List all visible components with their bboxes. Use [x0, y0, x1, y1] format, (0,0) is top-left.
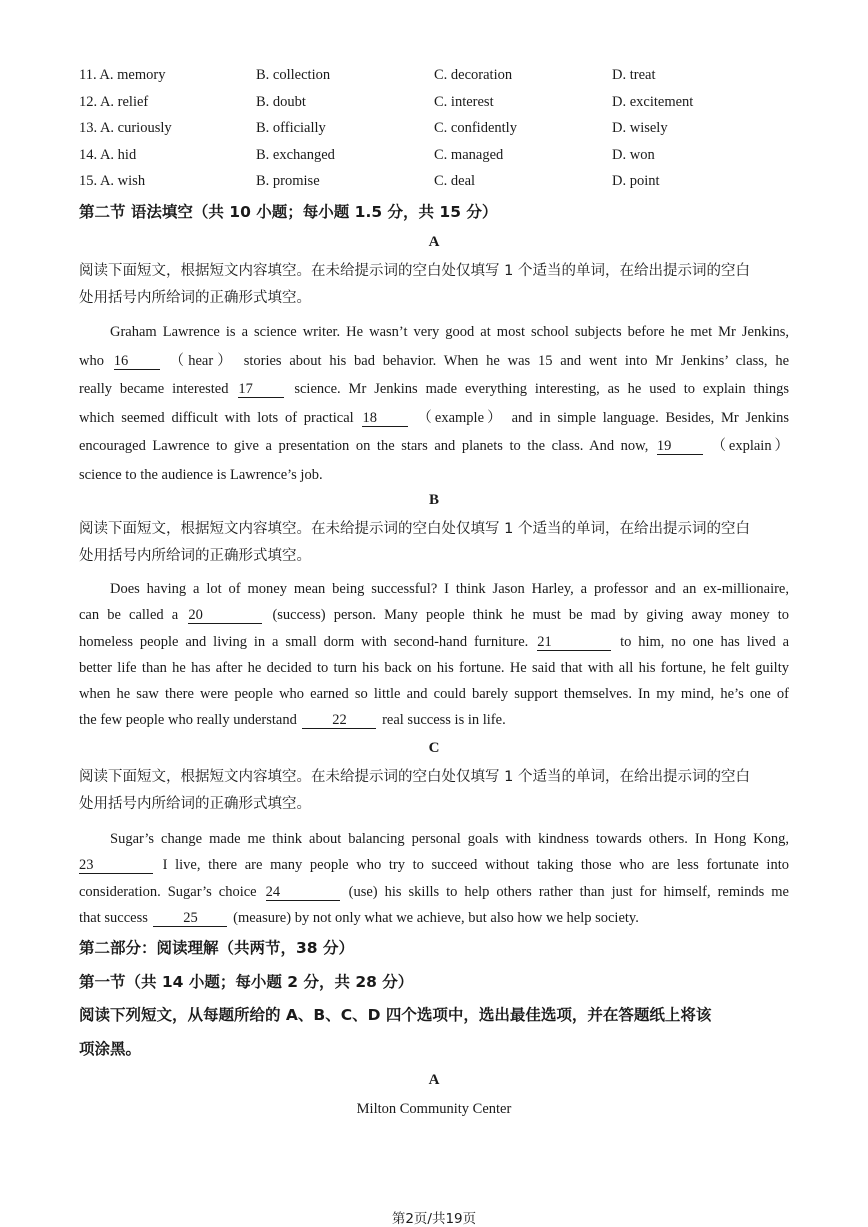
- option-b: B. exchanged: [256, 147, 335, 163]
- reading-passage-title: Milton Community Center: [356, 1101, 512, 1117]
- option-d: D. wisely: [612, 120, 668, 136]
- option-b: B. officially: [256, 120, 326, 136]
- instruction-line: 阅读下列短文，从每题所给的 A、B、C、D 四个选项中，选出最佳选项，并在答题纸上将该: [79, 1006, 712, 1024]
- text-run: the few people who really understand: [79, 712, 297, 729]
- passage-line: [79, 852, 789, 878]
- reading-instruction: [79, 998, 791, 1066]
- passage-line: [79, 602, 789, 628]
- passage-line: Graham Lawrence is a science writer. He wasn’t very good at most school subjects before he met Mr Jenkins,: [110, 324, 789, 340]
- text-run: （hear） stories about his bad behavior. When he was 15 and went into Mr Jenkins’ class, he: [169, 352, 790, 369]
- passage-line: [79, 375, 789, 404]
- text-run: （example） and in simple language. Besides, Mr Jenkins: [417, 409, 790, 426]
- passage-line: better life than he has after he decided to turn his back on his fortune. He said that with all his fortune, he felt guilty: [79, 659, 789, 676]
- text-run: (success) person. Many people think he must be mad by giving away money to: [272, 607, 790, 624]
- text-run: to him, no one has lived a: [620, 633, 790, 650]
- section-heading-reading: 第一节（共 14 小题；每小题 2 分，共 28 分）: [79, 973, 414, 991]
- reading-passage-label: A: [428, 1072, 440, 1088]
- option-b: B. doubt: [256, 94, 306, 110]
- option-b: B. promise: [256, 173, 320, 189]
- passage-line: when he saw there were people who earned so little and could barely support themselves. In my mind, he’s one of: [79, 686, 789, 703]
- text-run: can be called a: [79, 607, 179, 624]
- option-d: D. excitement: [612, 94, 694, 110]
- blank-22: 22: [302, 712, 376, 729]
- option-c: C. interest: [434, 94, 494, 110]
- text-run: (use) his skills to help others rather than just for himself, reminds me: [348, 883, 789, 900]
- passage-line: [79, 905, 789, 931]
- option-d: D. point: [612, 173, 660, 189]
- instruction-line: 阅读下面短文，根据短文内容填空。在未给提示词的空白处仅填写 1 个适当的单词，在给出提示词的空白: [79, 263, 750, 279]
- option-d: D. treat: [612, 67, 656, 83]
- instruction-c: [79, 764, 791, 818]
- blank-20: 20: [188, 607, 262, 624]
- passage-label-c: C: [428, 740, 440, 756]
- passage-line: [79, 629, 789, 655]
- blank-17: 17: [238, 381, 284, 398]
- blank-24: 24: [266, 884, 340, 901]
- text-run: consideration. Sugar’s choice: [79, 883, 257, 900]
- option-a: 15. A. wish: [79, 173, 146, 189]
- text-run: who: [79, 352, 104, 369]
- text-run: （explain）: [711, 438, 789, 454]
- option-a: 13. A. curiously: [79, 120, 172, 136]
- instruction-b: [79, 516, 791, 570]
- instruction-line: 阅读下面短文，根据短文内容填空。在未给提示词的空白处仅填写 1 个适当的单词，在给出提示词的空白: [79, 769, 750, 785]
- text-run: (measure) by not only what we achieve, but also how we help society.: [233, 909, 639, 926]
- text-run: really became interested: [79, 381, 229, 397]
- option-d: D. won: [612, 147, 655, 163]
- passage-line: [79, 432, 789, 461]
- text-run: encouraged Lawrence to give a presentation on the stars and planets to the class. And now,: [79, 438, 649, 454]
- text-run: which seemed difficult with lots of practical: [79, 409, 354, 426]
- blank-21: 21: [537, 634, 611, 651]
- option-c: C. managed: [434, 147, 504, 163]
- option-a: 14. A. hid: [79, 147, 137, 163]
- instruction-line: 阅读下面短文，根据短文内容填空。在未给提示词的空白处仅填写 1 个适当的单词，在给出提示词的空白: [79, 521, 750, 537]
- instruction-line: 处用括号内所给词的正确形式填空。: [79, 290, 311, 306]
- option-b: B. collection: [256, 67, 331, 83]
- passage-label-a: A: [428, 234, 440, 250]
- section-heading-grammar: 第二节 语法填空（共 10 小题；每小题 1.5 分，共 15 分）: [79, 203, 498, 221]
- text-run: I live, there are many people who try to succeed without taking those who are less fortunate into: [162, 857, 789, 874]
- instruction-line: 处用括号内所给词的正确形式填空。: [79, 796, 311, 812]
- text-run: science. Mr Jenkins made everything interesting, as he used to explain things: [294, 381, 789, 397]
- text-run: that success: [79, 909, 148, 926]
- passage-b: [79, 576, 789, 734]
- passage-line: Sugar’s change made me think about balancing personal goals with kindness towards others. In Hong Kong,: [110, 831, 789, 847]
- passage-line: science to the audience is Lawrence’s job.: [79, 466, 323, 483]
- passage-line: [79, 879, 789, 905]
- blank-16: 16: [114, 353, 160, 370]
- blank-25: 25: [153, 910, 227, 927]
- text-run: real success is in life.: [382, 712, 506, 729]
- option-a: 11. A. memory: [79, 67, 166, 83]
- passage-c: [79, 826, 789, 931]
- option-a: 12. A. relief: [79, 94, 149, 110]
- page-number: 第2页/共19页: [391, 1211, 477, 1227]
- passage-line: Does having a lot of money mean being successful? I think Jason Harley, a professor and an ex-millionaire,: [110, 581, 789, 597]
- passage-line: [79, 707, 789, 733]
- blank-19: 19: [657, 438, 703, 455]
- instruction-line: 处用括号内所给词的正确形式填空。: [79, 548, 311, 564]
- passage-line: [79, 404, 789, 433]
- option-c: C. decoration: [434, 67, 513, 83]
- passage-line: [79, 347, 789, 376]
- option-c: C. deal: [434, 173, 476, 189]
- part-heading-reading: 第二部分：阅读理解（共两节，38 分）: [79, 939, 354, 957]
- text-run: homeless people and living in a small dorm with second-hand furniture.: [79, 633, 529, 650]
- passage-label-b: B: [428, 492, 439, 508]
- passage-a: [79, 318, 789, 489]
- instruction-line: 项涂黑。: [79, 1040, 142, 1058]
- blank-23: 23: [79, 857, 153, 874]
- instruction-a: [79, 258, 791, 312]
- option-c: C. confidently: [434, 120, 517, 136]
- blank-18: 18: [362, 410, 408, 427]
